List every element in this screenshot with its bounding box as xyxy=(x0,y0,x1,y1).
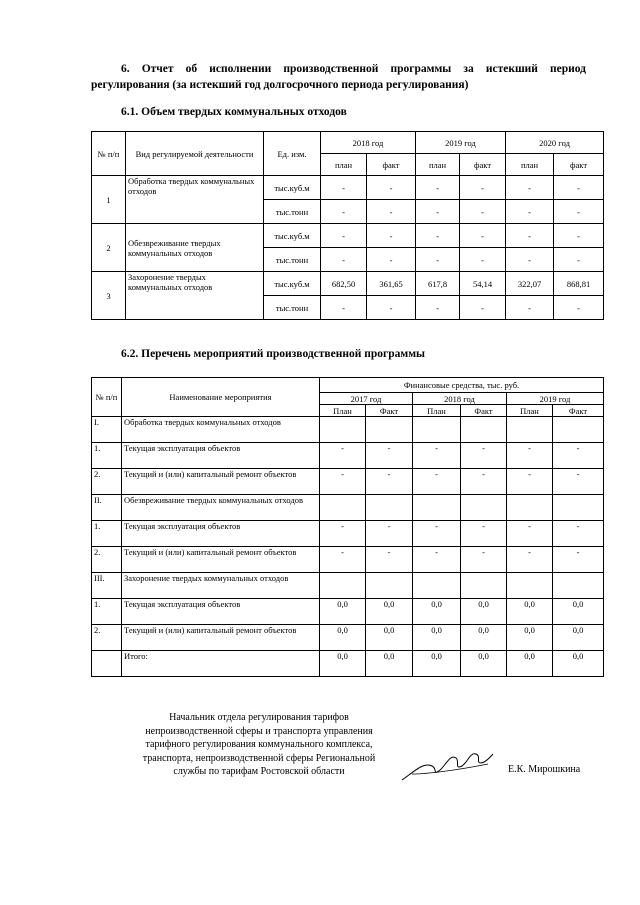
value-cell: - xyxy=(416,176,460,200)
position-line: непроизводственной сферы и транспорта управления xyxy=(145,725,373,737)
value-cell: - xyxy=(507,443,553,469)
row-num: 1. xyxy=(92,599,122,625)
value-cell: - xyxy=(366,547,413,573)
header-plan: План xyxy=(320,405,366,417)
value-cell xyxy=(413,495,461,521)
value-cell: - xyxy=(321,296,367,320)
row-num: II. xyxy=(92,495,122,521)
activity-name: Обезвреживание твердых коммунальных отходов xyxy=(126,224,264,272)
value-cell: - xyxy=(367,248,416,272)
position-line: Начальник отдела регулирования тарифов xyxy=(169,712,349,723)
value-cell: 0,0 xyxy=(366,651,413,677)
value-cell xyxy=(366,573,413,599)
position-line: транспорта, непроизводственной сферы Региональной xyxy=(142,752,376,764)
activity-name: Захоронение твердых коммунальных отходов xyxy=(126,272,264,320)
table-row xyxy=(92,599,604,625)
value-cell: - xyxy=(460,176,506,200)
header-fact: факт xyxy=(367,154,416,176)
value-cell xyxy=(413,417,461,443)
value-cell: 0,0 xyxy=(320,625,366,651)
value-cell: - xyxy=(461,521,507,547)
header-year: 2017 год xyxy=(320,393,413,405)
header-year: 2018 год xyxy=(413,393,507,405)
value-cell: 0,0 xyxy=(507,651,553,677)
section-6-2-title: 6.2. Перечень мероприятий производственной программы xyxy=(121,348,426,360)
header-plan: план xyxy=(506,154,554,176)
value-cell xyxy=(507,573,553,599)
unit-cell: тыс.куб.м xyxy=(264,272,321,296)
measure-name: Текущая эксплуатация объектов xyxy=(122,521,320,547)
value-cell: - xyxy=(507,547,553,573)
value-cell: - xyxy=(366,443,413,469)
value-cell: 361,65 xyxy=(367,272,416,296)
value-cell: - xyxy=(416,200,460,224)
signatory-position xyxy=(114,711,404,779)
table-row xyxy=(92,469,604,495)
value-cell: - xyxy=(367,176,416,200)
value-cell: 0,0 xyxy=(320,599,366,625)
header-unit: Ед. изм. xyxy=(264,132,321,176)
value-cell xyxy=(507,495,553,521)
measure-name: Захоронение твердых коммунальных отходов xyxy=(122,573,320,599)
table-row xyxy=(92,272,604,296)
value-cell: 0,0 xyxy=(553,599,604,625)
value-cell xyxy=(366,417,413,443)
value-cell: 0,0 xyxy=(413,625,461,651)
value-cell: 0,0 xyxy=(553,651,604,677)
row-num: III. xyxy=(92,573,122,599)
header-year: 2019 год xyxy=(507,393,604,405)
header-name: Наименование мероприятия xyxy=(122,378,320,417)
value-cell: 0,0 xyxy=(461,599,507,625)
header-fact: Факт xyxy=(366,405,413,417)
value-cell: - xyxy=(506,176,554,200)
table-row xyxy=(92,651,604,677)
header-row xyxy=(92,132,604,154)
value-cell: - xyxy=(554,296,604,320)
value-cell: 0,0 xyxy=(507,599,553,625)
value-cell: 0,0 xyxy=(507,625,553,651)
value-cell: - xyxy=(320,547,366,573)
header-plan: План xyxy=(507,405,553,417)
table-row xyxy=(92,224,604,248)
measure-name: Текущий и (или) капитальный ремонт объектов xyxy=(122,469,320,495)
unit-cell: тыс.куб.м xyxy=(264,224,321,248)
header-fact: Факт xyxy=(461,405,507,417)
value-cell: - xyxy=(416,296,460,320)
value-cell: - xyxy=(321,176,367,200)
value-cell xyxy=(553,495,604,521)
table-row xyxy=(92,625,604,651)
row-num: I. xyxy=(92,417,122,443)
table-row xyxy=(92,495,604,521)
measure-name: Текущая эксплуатация объектов xyxy=(122,599,320,625)
value-cell: - xyxy=(366,521,413,547)
value-cell xyxy=(553,417,604,443)
value-cell: - xyxy=(321,224,367,248)
value-cell: - xyxy=(461,469,507,495)
value-cell: - xyxy=(554,200,604,224)
table-row xyxy=(92,521,604,547)
value-cell: 0,0 xyxy=(461,651,507,677)
table-row xyxy=(92,547,604,573)
table-row xyxy=(92,443,604,469)
header-finance: Финансовые средства, тыс. руб. xyxy=(320,378,604,393)
position-line: тарифного регулирования коммунального комплекса, xyxy=(145,739,373,750)
value-cell: - xyxy=(554,224,604,248)
value-cell xyxy=(320,495,366,521)
value-cell: - xyxy=(367,200,416,224)
row-num: 1 xyxy=(92,176,126,224)
value-cell: - xyxy=(506,296,554,320)
value-cell xyxy=(507,417,553,443)
value-cell: - xyxy=(507,469,553,495)
value-cell xyxy=(553,573,604,599)
value-cell: 0,0 xyxy=(320,651,366,677)
value-cell: 0,0 xyxy=(553,625,604,651)
value-cell: - xyxy=(460,224,506,248)
value-cell: - xyxy=(461,443,507,469)
program-measures-table xyxy=(91,377,604,677)
value-cell: - xyxy=(321,200,367,224)
value-cell: - xyxy=(366,469,413,495)
value-cell: 617,8 xyxy=(416,272,460,296)
measure-name: Итого: xyxy=(122,651,320,677)
row-num: 2. xyxy=(92,547,122,573)
row-num: 1. xyxy=(92,521,122,547)
value-cell: - xyxy=(320,443,366,469)
header-plan: план xyxy=(321,154,367,176)
header-year: 2018 год xyxy=(321,132,416,154)
row-num: 3 xyxy=(92,272,126,320)
value-cell: - xyxy=(553,521,604,547)
value-cell: 868,81 xyxy=(554,272,604,296)
value-cell: - xyxy=(506,200,554,224)
value-cell: - xyxy=(320,521,366,547)
header-fact: факт xyxy=(460,154,506,176)
value-cell: - xyxy=(460,248,506,272)
value-cell: - xyxy=(367,224,416,248)
value-cell: - xyxy=(554,248,604,272)
row-num xyxy=(92,651,122,677)
value-cell: - xyxy=(506,248,554,272)
header-plan: План xyxy=(413,405,461,417)
value-cell: - xyxy=(367,296,416,320)
table-row xyxy=(92,573,604,599)
value-cell: - xyxy=(413,443,461,469)
unit-cell: тыс.тонн xyxy=(264,248,321,272)
measure-name: Текущая эксплуатация объектов xyxy=(122,443,320,469)
measure-name: Текущий и (или) капитальный ремонт объектов xyxy=(122,547,320,573)
value-cell xyxy=(366,495,413,521)
value-cell: 54,14 xyxy=(460,272,506,296)
section-6-1-title: 6.1. Объем твердых коммунальных отходов xyxy=(121,106,347,118)
value-cell: - xyxy=(460,200,506,224)
value-cell: 322,07 xyxy=(506,272,554,296)
value-cell: - xyxy=(553,469,604,495)
value-cell xyxy=(320,417,366,443)
header-year: 2020 год xyxy=(506,132,604,154)
value-cell: 0,0 xyxy=(366,599,413,625)
header-num: № п/п xyxy=(92,132,126,176)
handwritten-signature xyxy=(398,740,496,785)
measure-name: Текущий и (или) капитальный ремонт объектов xyxy=(122,625,320,651)
value-cell: 0,0 xyxy=(413,599,461,625)
row-num: 1. xyxy=(92,443,122,469)
value-cell: 0,0 xyxy=(413,651,461,677)
header-activity: Вид регулируемой деятельности xyxy=(126,132,264,176)
header-plan: план xyxy=(416,154,460,176)
table-row xyxy=(92,176,604,200)
value-cell: - xyxy=(506,224,554,248)
value-cell: - xyxy=(460,296,506,320)
value-cell: - xyxy=(553,547,604,573)
header-num: № п/п xyxy=(92,378,122,417)
value-cell: - xyxy=(413,547,461,573)
row-num: 2. xyxy=(92,469,122,495)
unit-cell: тыс.куб.м xyxy=(264,176,321,200)
waste-volume-table xyxy=(91,131,604,320)
header-fact: Факт xyxy=(553,405,604,417)
row-num: 2. xyxy=(92,625,122,651)
value-cell xyxy=(413,573,461,599)
value-cell: - xyxy=(507,521,553,547)
value-cell: 682,50 xyxy=(321,272,367,296)
value-cell xyxy=(461,495,507,521)
value-cell: - xyxy=(554,176,604,200)
unit-cell: тыс.тонн xyxy=(264,296,321,320)
header-row xyxy=(92,378,604,393)
value-cell: - xyxy=(553,443,604,469)
value-cell: - xyxy=(321,248,367,272)
value-cell xyxy=(461,417,507,443)
value-cell xyxy=(320,573,366,599)
section-heading: 6. Отчет об исполнении производственной программы за истекший период регулирования (за истекший год долгосрочного периода регулирования) xyxy=(91,63,586,91)
activity-name: Обработка твердых коммунальных отходов xyxy=(126,176,264,224)
value-cell: 0,0 xyxy=(366,625,413,651)
value-cell: - xyxy=(413,521,461,547)
value-cell: - xyxy=(416,224,460,248)
row-num: 2 xyxy=(92,224,126,272)
position-line: службы по тарифам Ростовской области xyxy=(173,766,345,777)
measure-name: Обработка твердых коммунальных отходов xyxy=(122,417,320,443)
signatory-name: Е.К. Мирошкина xyxy=(508,764,581,775)
header-fact: факт xyxy=(554,154,604,176)
value-cell xyxy=(461,573,507,599)
header-year: 2019 год xyxy=(416,132,506,154)
measure-name: Обезвреживание твердых коммунальных отходов xyxy=(122,495,320,521)
value-cell: - xyxy=(416,248,460,272)
value-cell: 0,0 xyxy=(461,625,507,651)
unit-cell: тыс.тонн xyxy=(264,200,321,224)
table-row xyxy=(92,417,604,443)
value-cell: - xyxy=(320,469,366,495)
value-cell: - xyxy=(413,469,461,495)
value-cell: - xyxy=(461,547,507,573)
